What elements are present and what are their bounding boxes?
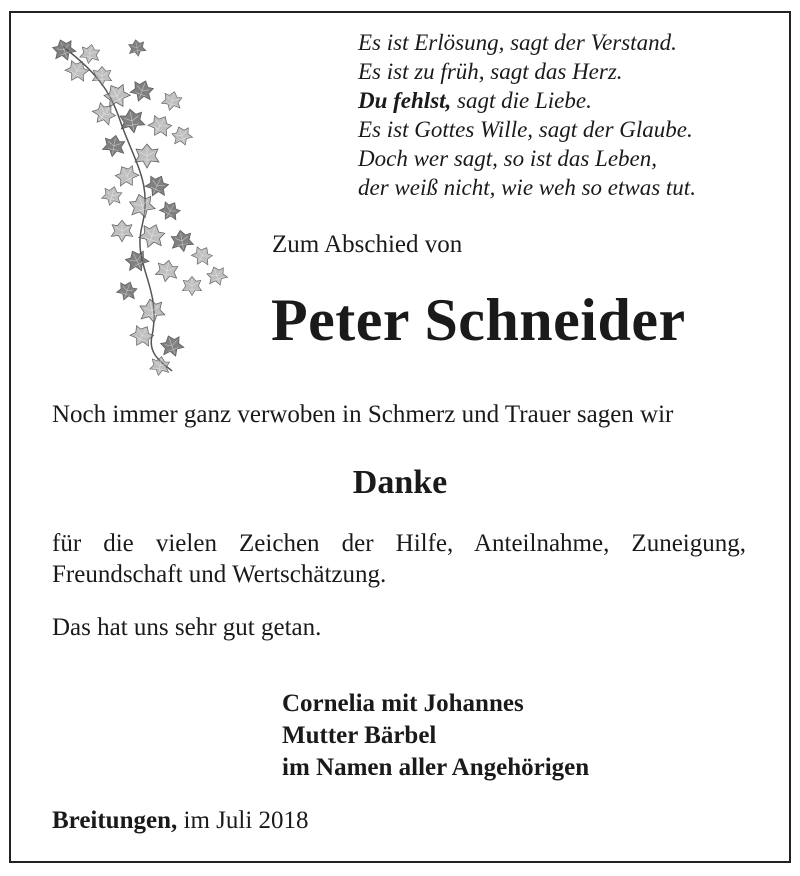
poem-line: Es ist Gottes Wille, sagt der Glaube.	[358, 117, 693, 142]
signatory-line: im Namen aller Angehörigen	[282, 754, 590, 781]
gratitude-details: für die vielen Zeichen der Hilfe, Anteilnahme, Zuneigung, Freundschaft und Wertschätzung.	[52, 530, 746, 588]
poem-line: Doch wer sagt, so ist das Leben,	[358, 146, 657, 171]
signatory-line: Mutter Bärbel	[282, 722, 437, 749]
thanks-heading: Danke	[352, 464, 448, 501]
deceased-name: Peter Schneider	[271, 287, 686, 353]
poem-line: Es ist Erlösung, sagt der Verstand.	[358, 30, 677, 55]
town: Breitungen,	[52, 807, 178, 834]
closing-sentence: Das hat uns sehr gut getan.	[52, 614, 322, 641]
signatories	[282, 688, 589, 784]
date: im Juli 2018	[177, 807, 309, 834]
poem-line: Es ist zu früh, sagt das Herz.	[358, 59, 623, 84]
poem-line-rest: sagt die Liebe.	[451, 88, 592, 113]
gratitude-intro: Noch immer ganz verwoben in Schmerz und Trauer sagen wir	[52, 401, 674, 428]
place-and-date	[52, 807, 309, 835]
ivy-leaves-icon	[42, 36, 232, 376]
poem-line	[358, 86, 758, 115]
poem	[358, 28, 758, 202]
poem-line: der weiß nicht, wie weh so etwas tut.	[358, 175, 696, 200]
signatory-line: Cornelia mit Johannes	[282, 690, 524, 717]
poem-emphasis: Du fehlst,	[358, 88, 452, 113]
farewell-intro: Zum Abschied von	[272, 231, 463, 258]
